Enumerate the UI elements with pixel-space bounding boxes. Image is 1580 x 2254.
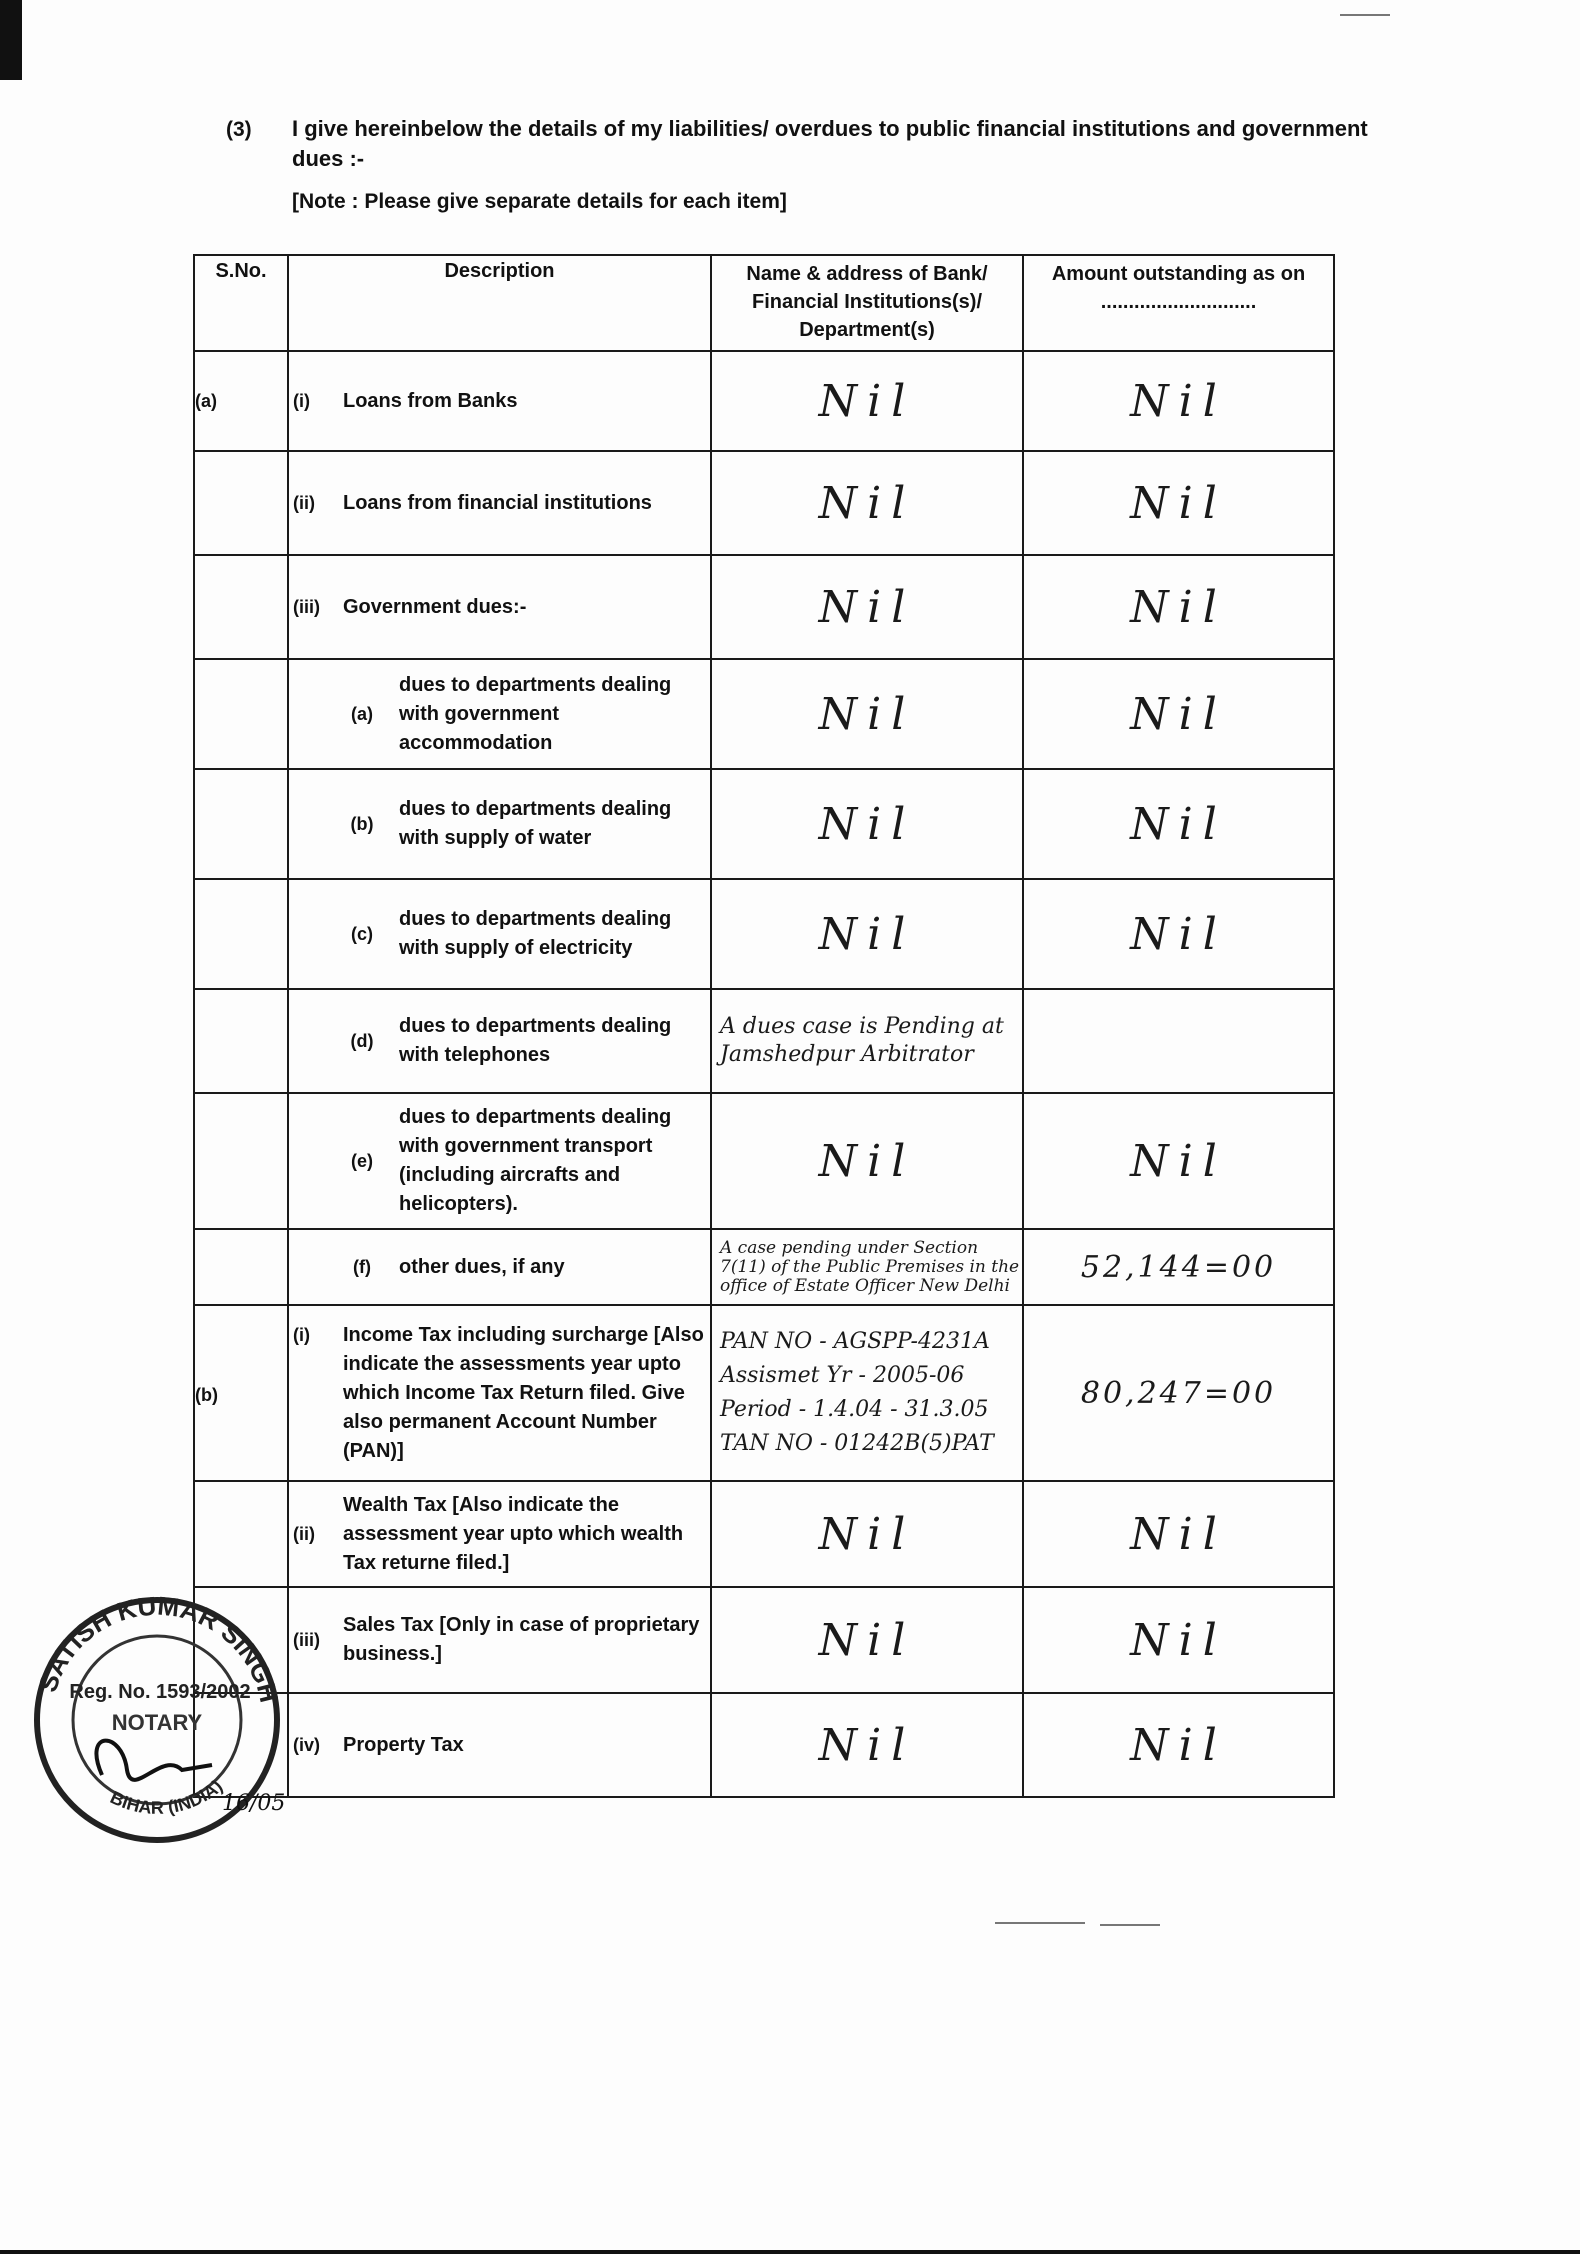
row-roman: (iii) xyxy=(293,596,320,617)
heading-text: I give hereinbelow the details of my liabilities/ overdues to public financial institutions and government dues :- xyxy=(292,116,1368,171)
row-sub-letter: (d) xyxy=(350,1030,374,1051)
row-sno xyxy=(194,451,288,555)
row-sub-letter: (b) xyxy=(350,813,374,834)
header-bank: Name & address of Bank/ Financial Institutions(s)/ Department(s) xyxy=(711,255,1023,351)
heading-note: [Note : Please give separate details for each item] xyxy=(292,190,787,213)
row-sno xyxy=(194,989,288,1093)
row-amount: Nil xyxy=(1130,908,1227,960)
row-bank: Nil xyxy=(818,688,916,740)
table-row xyxy=(194,1305,1334,1481)
row-bank: A case pending under Section 7(11) of the Public Premises in the office of Estate Officer New Delhi xyxy=(720,1237,1020,1296)
header-amount: Amount outstanding as on ............................ xyxy=(1023,255,1334,351)
row-sno xyxy=(194,1093,288,1229)
row-description: dues to departments dealing with supply of electricity xyxy=(399,908,672,959)
row-description: dues to departments dealing with telephones xyxy=(399,1015,672,1066)
table-row xyxy=(194,879,1334,989)
table-row xyxy=(194,1093,1334,1229)
notary-seal xyxy=(22,1570,292,1870)
table-header-row xyxy=(194,255,1334,351)
row-amount: Nil xyxy=(1130,375,1227,427)
row-bank: Nil xyxy=(818,798,916,850)
row-bank: PAN NO - AGSPP-4231A Assismet Yr - 2005-06 Period - 1.4.04 - 31.3.05 TAN NO - 01242B(5)PAT xyxy=(720,1329,994,1456)
row-bank: Nil xyxy=(818,1719,916,1771)
scan-dash xyxy=(1100,1924,1160,1926)
table-row xyxy=(194,659,1334,769)
row-bank: Nil xyxy=(818,908,916,960)
table-row xyxy=(194,555,1334,659)
row-amount: Nil xyxy=(1130,688,1227,740)
row-roman: (i) xyxy=(293,1324,310,1345)
row-sub-letter: (a) xyxy=(351,703,373,724)
row-amount: Nil xyxy=(1130,1614,1227,1666)
row-description: dues to departments dealing with government accommodation xyxy=(399,673,672,754)
row-description: Government dues:- xyxy=(343,595,527,618)
seal-center-text: NOTARY xyxy=(111,1710,203,1735)
seal-reg-no: Reg. No. 1593/2002 xyxy=(69,1681,251,1703)
scan-dash xyxy=(995,1922,1085,1924)
row-sub-letter: (c) xyxy=(351,923,373,944)
row-roman: (ii) xyxy=(293,492,315,513)
table-row xyxy=(194,1587,1334,1693)
row-bank: Nil xyxy=(818,1508,916,1560)
header-sno: S.No. xyxy=(194,255,288,351)
row-roman: (iii) xyxy=(293,1629,320,1650)
notary-signature xyxy=(96,1741,212,1780)
row-sno xyxy=(194,1229,288,1305)
table-row xyxy=(194,989,1334,1093)
scan-dash xyxy=(1340,14,1390,16)
row-amount: 80,247=00 xyxy=(1080,1375,1277,1411)
table-row xyxy=(194,769,1334,879)
table-row xyxy=(194,1481,1334,1587)
seal-bottom-text: BIHAR (INDIA) xyxy=(107,1776,227,1818)
table-row xyxy=(194,351,1334,451)
row-amount: Nil xyxy=(1130,1135,1227,1187)
row-sno xyxy=(194,555,288,659)
row-bank: Nil xyxy=(818,581,916,633)
table-row xyxy=(194,451,1334,555)
row-description: dues to departments dealing with government transport (including aircrafts and helicopters). xyxy=(399,1106,672,1215)
row-amount: Nil xyxy=(1130,798,1227,850)
row-bank: Nil xyxy=(818,1614,916,1666)
row-sno xyxy=(194,879,288,989)
row-description: Income Tax including surcharge [Also indicate the assessments year upto which Income Tax Return filed. Give also permanent Account Number (PAN)] xyxy=(343,1323,704,1462)
row-roman: (ii) xyxy=(293,1523,315,1544)
row-description: Loans from financial institutions xyxy=(343,491,652,514)
row-bank: A dues case is Pending at Jamshedpur Arbitrator xyxy=(720,1014,1004,1067)
header-description: Description xyxy=(288,255,711,351)
table-row xyxy=(194,1693,1334,1797)
row-amount: Nil xyxy=(1130,1508,1227,1560)
row-sub-letter: (f) xyxy=(353,1256,371,1277)
scan-bottom-edge xyxy=(0,2250,1580,2254)
row-amount: Nil xyxy=(1130,1719,1227,1771)
row-description: dues to departments dealing with supply of water xyxy=(399,798,672,849)
row-description: other dues, if any xyxy=(399,1255,565,1278)
row-amount: Nil xyxy=(1130,581,1227,633)
row-sno: (b) xyxy=(194,1305,288,1481)
row-description: Wealth Tax [Also indicate the assessment year upto which wealth Tax returne filed.] xyxy=(343,1493,684,1574)
table-row xyxy=(194,1229,1334,1305)
row-roman: (i) xyxy=(293,390,310,411)
row-amount: Nil xyxy=(1130,477,1227,529)
row-bank: Nil xyxy=(818,1135,916,1187)
row-sno xyxy=(194,659,288,769)
row-description: Loans from Banks xyxy=(343,389,518,412)
row-sub-letter: (e) xyxy=(351,1150,373,1171)
svg-text:BIHAR (INDIA) xyxy=(107,1776,226,1818)
row-bank: Nil xyxy=(818,477,916,529)
row-sno xyxy=(194,769,288,879)
row-bank: Nil xyxy=(818,375,916,427)
item-number: (3) xyxy=(226,118,252,141)
row-sno: (a) xyxy=(194,351,288,451)
row-roman: (iv) xyxy=(293,1734,320,1755)
seal-ring-text: SATISH KUMAR SINGH xyxy=(32,1590,285,1706)
seal-date: 16/05 xyxy=(222,1791,286,1816)
scan-edge-mark xyxy=(0,0,22,80)
liabilities-table xyxy=(193,254,1335,1798)
row-description: Property Tax xyxy=(343,1733,464,1756)
row-description: Sales Tax [Only in case of proprietary business.] xyxy=(343,1614,700,1665)
row-amount: 52,144=00 xyxy=(1080,1249,1277,1285)
